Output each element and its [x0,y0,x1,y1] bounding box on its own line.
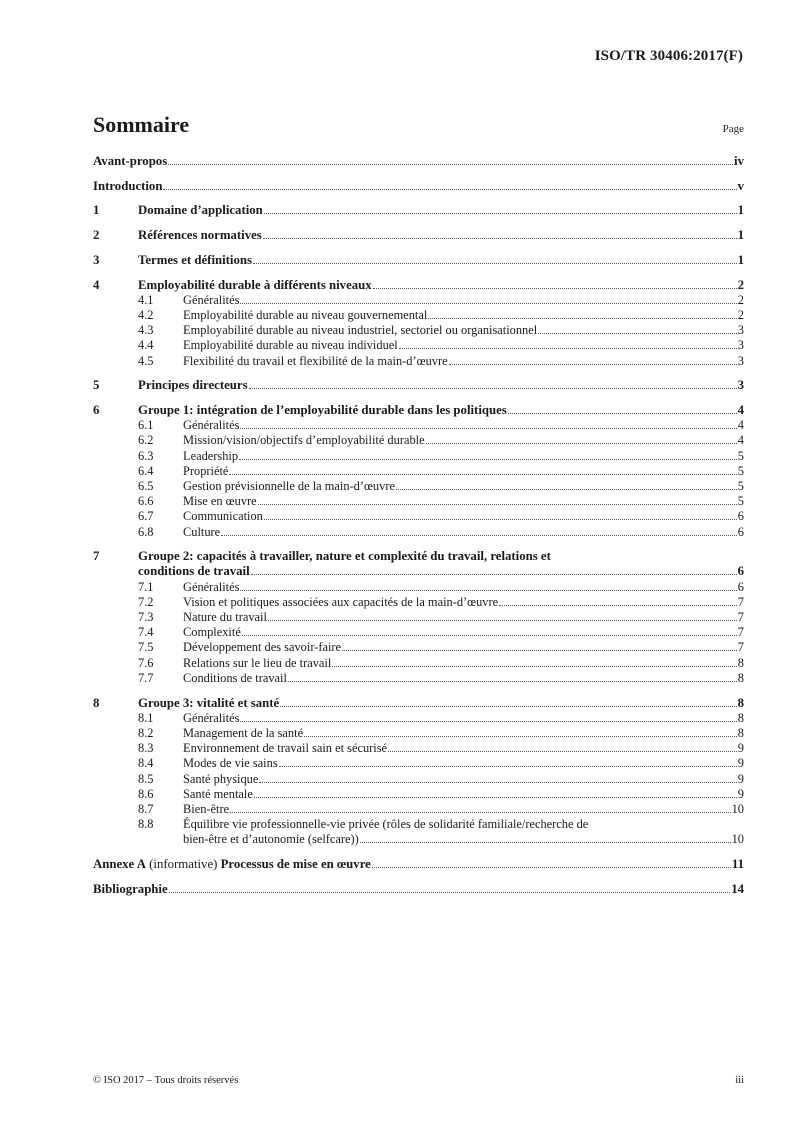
toc-entry-page: 5 [737,478,744,493]
toc-entry-number: 6.8 [138,524,154,539]
toc-entry-label: Relations sur le lieu de travail [183,655,332,670]
toc-entry-page: 2 [737,292,744,307]
toc-entry-label: Groupe 1: intégration de l’employabilité durable dans les politiques [138,402,507,417]
annex-prefix: Annexe A [93,857,146,872]
toc-entry-page: 3 [737,323,744,338]
document-identifier: ISO/TR 30406:2017(F) [594,48,743,64]
dot-leader [499,605,737,606]
toc-entry-page: 7 [737,640,744,655]
toc-subentry-4-4[interactable] [93,338,744,353]
toc-entry-section-7[interactable] [93,549,744,564]
toc-entry-label: Domaine d’application [138,203,263,218]
page-footer [93,1075,744,1086]
toc-subentry-7-5[interactable] [93,640,744,655]
toc-entry-number: 6 [93,402,100,417]
dot-leader [254,797,737,798]
toc-subentry-7-6[interactable] [93,656,744,671]
dot-leader [449,364,737,365]
toc-subentry-8-1[interactable] [93,711,744,726]
toc-entry-number: 8.4 [138,756,154,771]
toc-entry-page: 10 [731,802,744,817]
dot-leader [169,892,731,893]
toc-entry-label: Introduction [93,178,163,193]
toc-entry-section-1[interactable] [93,203,744,218]
toc-entry-page: 8 [737,670,744,685]
dot-leader [304,736,737,737]
toc-entry-label: Gestion prévisionnelle de la main-d’œuvre [183,478,395,493]
toc-subentry-8-7[interactable] [93,802,744,817]
toc-entry-section-6[interactable] [93,403,744,418]
toc-entry-label: Généralités [183,292,240,307]
toc-subentry-8-8-continuation[interactable] [93,832,744,847]
dot-leader [251,574,737,575]
toc-entry-page: 6 [737,524,744,539]
toc-entry-label: Principes directeurs [138,378,248,393]
dot-leader [264,519,737,520]
toc-subentry-8-2[interactable] [93,726,744,741]
toc-entry-number: 7 [93,549,100,564]
dot-leader [388,751,737,752]
toc-entry-number: 4 [93,277,100,292]
dot-leader [230,812,731,813]
annex-qualifier: (informative) [145,857,221,872]
dot-leader [372,867,731,868]
toc-entry-label: Généralités [183,579,240,594]
toc-entry-page: 6 [737,564,744,579]
toc-entry-label: Conditions de travail [183,670,287,685]
dot-leader [240,303,736,304]
toc-subentry-6-7[interactable] [93,509,744,524]
toc-entry-number: 3 [93,252,100,267]
toc-entry-page: 3 [737,338,744,353]
toc-subentry-7-1[interactable] [93,580,744,595]
toc-entry-section-2[interactable] [93,228,744,243]
toc-entry-label: Groupe 3: vitalité et santé [138,695,280,710]
toc-entry-label: Nature du travail [183,610,267,625]
toc-entry-label: Employabilité durable au niveau individuel [183,338,398,353]
dot-leader [332,666,736,667]
dot-leader [373,288,737,289]
table-of-contents [93,154,744,897]
toc-entry-number: 8 [93,695,100,710]
toc-entry-number: 8.6 [138,786,154,801]
toc-entry-page: 5 [737,448,744,463]
toc-subentry-8-8[interactable] [93,817,744,832]
dot-leader [249,388,737,389]
dot-leader [428,318,737,319]
toc-entry-number: 7.2 [138,594,154,609]
toc-entry-number: 8.2 [138,726,154,740]
toc-subentry-7-2[interactable] [93,595,744,610]
toc-subentry-8-4[interactable] [93,756,744,771]
dot-leader [253,263,737,264]
toc-subentry-7-4[interactable] [93,625,744,640]
toc-entry-page: 4 [737,402,744,417]
toc-entry-number: 6.1 [138,418,154,433]
toc-entry-label [93,857,371,872]
toc-subentry-6-4[interactable] [93,464,744,479]
dot-leader [288,681,737,682]
toc-entry-label: Bien-être [183,802,230,817]
toc-entry-page: 10 [731,832,744,847]
toc-entry-label: Généralités [183,418,240,433]
toc-entry-page: 9 [737,741,744,756]
toc-entry-number: 7.6 [138,655,154,670]
dot-leader [229,474,736,475]
toc-entry-page: 14 [731,881,744,896]
toc-entry-page: 3 [737,378,744,393]
toc-subentry-7-7[interactable] [93,671,744,686]
toc-entry-page: 8 [737,695,744,710]
toc-entry-label: Mise en œuvre [183,494,257,509]
toc-entry-page: 5 [737,494,744,509]
dot-leader [264,213,737,214]
toc-entry-label-line1: Équilibre vie professionnelle-vie privée (rôles de solidarité familiale/recherche de [183,817,589,832]
toc-entry-page: 1 [737,203,744,218]
toc-entry-number: 7.5 [138,640,154,655]
toc-entry-label: Management de la santé [183,726,304,740]
toc-subentry-4-2[interactable] [93,308,744,323]
toc-entry-page: 8 [737,710,744,725]
toc-subentry-8-5[interactable] [93,772,744,787]
toc-entry-number: 6.4 [138,463,154,478]
toc-entry-page: 4 [737,433,744,448]
toc-entry-label: Propriété [183,463,229,478]
dot-leader [426,443,737,444]
toc-entry-page: v [737,178,744,193]
toc-entry-label: Bibliographie [93,881,168,896]
toc-entry-number: 6.5 [138,478,154,493]
dot-leader [240,721,736,722]
toc-entry-number: 2 [93,228,100,243]
dot-leader [360,842,731,843]
toc-subentry-6-3[interactable] [93,449,744,464]
toc-entry-label-line2: bien-être et d’autonomie (selfcare)) [183,832,359,847]
toc-entry-label-line1: Groupe 2: capacités à travailler, nature et complexité du travail, relations et [138,549,551,564]
dot-leader [268,620,737,621]
dot-leader [342,650,737,651]
dot-leader [280,706,736,707]
toc-subentry-4-5[interactable] [93,354,744,369]
toc-entry-avant-propos[interactable] [93,154,744,169]
copyright-notice: © ISO 2017 – Tous droits réservés [93,1075,239,1086]
dot-leader [240,428,736,429]
toc-entry-label: Santé mentale [183,786,253,801]
toc-entry-number: 4.3 [138,323,154,338]
toc-entry-number: 4.1 [138,292,154,307]
toc-entry-label: Environnement de travail sain et sécurisé [183,741,388,756]
toc-entry-label: Généralités [183,710,240,725]
dot-leader [221,535,737,536]
toc-subentry-6-6[interactable] [93,494,744,509]
toc-entry-number: 8.8 [138,817,154,832]
toc-entry-label: Santé physique [183,771,259,786]
toc-heading-row [93,112,744,138]
toc-entry-page: 11 [731,857,744,872]
toc-entry-label: Modes de vie sains [183,756,278,771]
toc-subentry-7-3[interactable] [93,610,744,625]
toc-entry-number: 4.5 [138,353,154,368]
dot-leader [538,333,737,334]
page-column-label: Page [722,123,744,135]
dot-leader [240,590,736,591]
toc-entry-page: 4 [737,418,744,433]
toc-entry-label: Vision et politiques associées aux capacités de la main-d’œuvre [183,594,499,609]
toc-entry-page: 9 [737,786,744,801]
toc-entry-annexe-a[interactable] [93,857,744,872]
toc-entry-number: 7.3 [138,610,154,625]
toc-entry-label: Mission/vision/objectifs d’employabilité durable [183,433,425,448]
toc-entry-page: iv [734,154,744,168]
toc-entry-page: 7 [737,625,744,640]
dot-leader [259,782,736,783]
toc-entry-page: 2 [737,307,744,322]
toc-entry-introduction[interactable] [93,179,744,194]
toc-subentry-6-8[interactable] [93,525,744,540]
page-title: Sommaire [93,112,190,137]
dot-leader [242,635,737,636]
toc-entry-label: Avant-propos [93,154,168,168]
dot-leader [263,238,737,239]
toc-entry-label: Termes et définitions [138,252,252,267]
toc-subentry-4-1[interactable] [93,293,744,308]
toc-entry-number: 6.7 [138,509,154,524]
toc-entry-label: Leadership [183,448,239,463]
toc-entry-number: 8.1 [138,710,154,725]
toc-entry-number: 4.2 [138,307,154,322]
toc-entry-page: 8 [737,655,744,670]
page-number: iii [735,1075,744,1086]
toc-entry-number: 7.7 [138,670,154,685]
toc-entry-page: 6 [737,509,744,524]
toc-entry-number: 6.6 [138,494,154,509]
toc-entry-page: 7 [737,610,744,625]
toc-entry-label: Culture [183,524,221,539]
toc-entry-label: Flexibilité du travail et flexibilité de la main-d’œuvre [183,353,448,368]
annex-title: Processus de mise en œuvre [220,857,371,872]
toc-entry-label: Références normatives [138,228,262,243]
toc-entry-section-5[interactable] [93,378,744,393]
toc-entry-number: 4.4 [138,338,154,353]
dot-leader [258,504,737,505]
toc-entry-number: 7.4 [138,625,154,640]
toc-entry-bibliographie[interactable] [93,882,744,897]
toc-entry-page: 3 [737,353,744,368]
toc-entry-page: 2 [737,277,744,292]
toc-subentry-6-5[interactable] [93,479,744,494]
toc-subentry-6-2[interactable] [93,433,744,448]
toc-entry-page: 1 [737,228,744,243]
dot-leader [168,164,733,165]
toc-subentry-8-6[interactable] [93,787,744,802]
toc-entry-number: 5 [93,378,100,393]
dot-leader [399,348,737,349]
toc-entry-number: 1 [93,203,100,218]
toc-subentry-4-3[interactable] [93,323,744,338]
dot-leader [163,189,736,190]
toc-entry-number: 8.5 [138,771,154,786]
toc-entry-page: 9 [737,771,744,786]
toc-entry-label: Développement des savoir-faire [183,640,342,655]
dot-leader [279,766,737,767]
toc-entry-number: 6.3 [138,448,154,463]
toc-entry-page: 7 [737,594,744,609]
dot-leader [239,459,737,460]
toc-entry-number: 6.2 [138,433,154,448]
toc-entry-number: 8.7 [138,802,154,817]
toc-entry-section-4[interactable] [93,278,744,293]
toc-subentry-6-1[interactable] [93,418,744,433]
toc-entry-section-7-continuation[interactable] [93,564,744,579]
toc-entry-page: 6 [737,579,744,594]
toc-entry-section-3[interactable] [93,253,744,268]
toc-entry-section-8[interactable] [93,696,744,711]
toc-entry-label: Employabilité durable à différents niveaux [138,277,372,292]
toc-entry-label: Employabilité durable au niveau industriel, sectoriel ou organisationnel [183,323,538,338]
toc-entry-page: 1 [737,252,744,267]
toc-entry-page: 5 [737,463,744,478]
dot-leader [508,413,737,414]
toc-entry-page: 8 [737,726,744,740]
toc-entry-label-line2: conditions de travail [138,564,250,579]
dot-leader [396,489,737,490]
toc-entry-page: 9 [737,756,744,771]
toc-entry-number: 8.3 [138,741,154,756]
toc-entry-number: 7.1 [138,579,154,594]
toc-entry-label: Communication [183,509,263,524]
toc-entry-label: Complexité [183,625,241,640]
toc-entry-label: Employabilité durable au niveau gouvernemental [183,307,428,322]
toc-subentry-8-3[interactable] [93,741,744,756]
